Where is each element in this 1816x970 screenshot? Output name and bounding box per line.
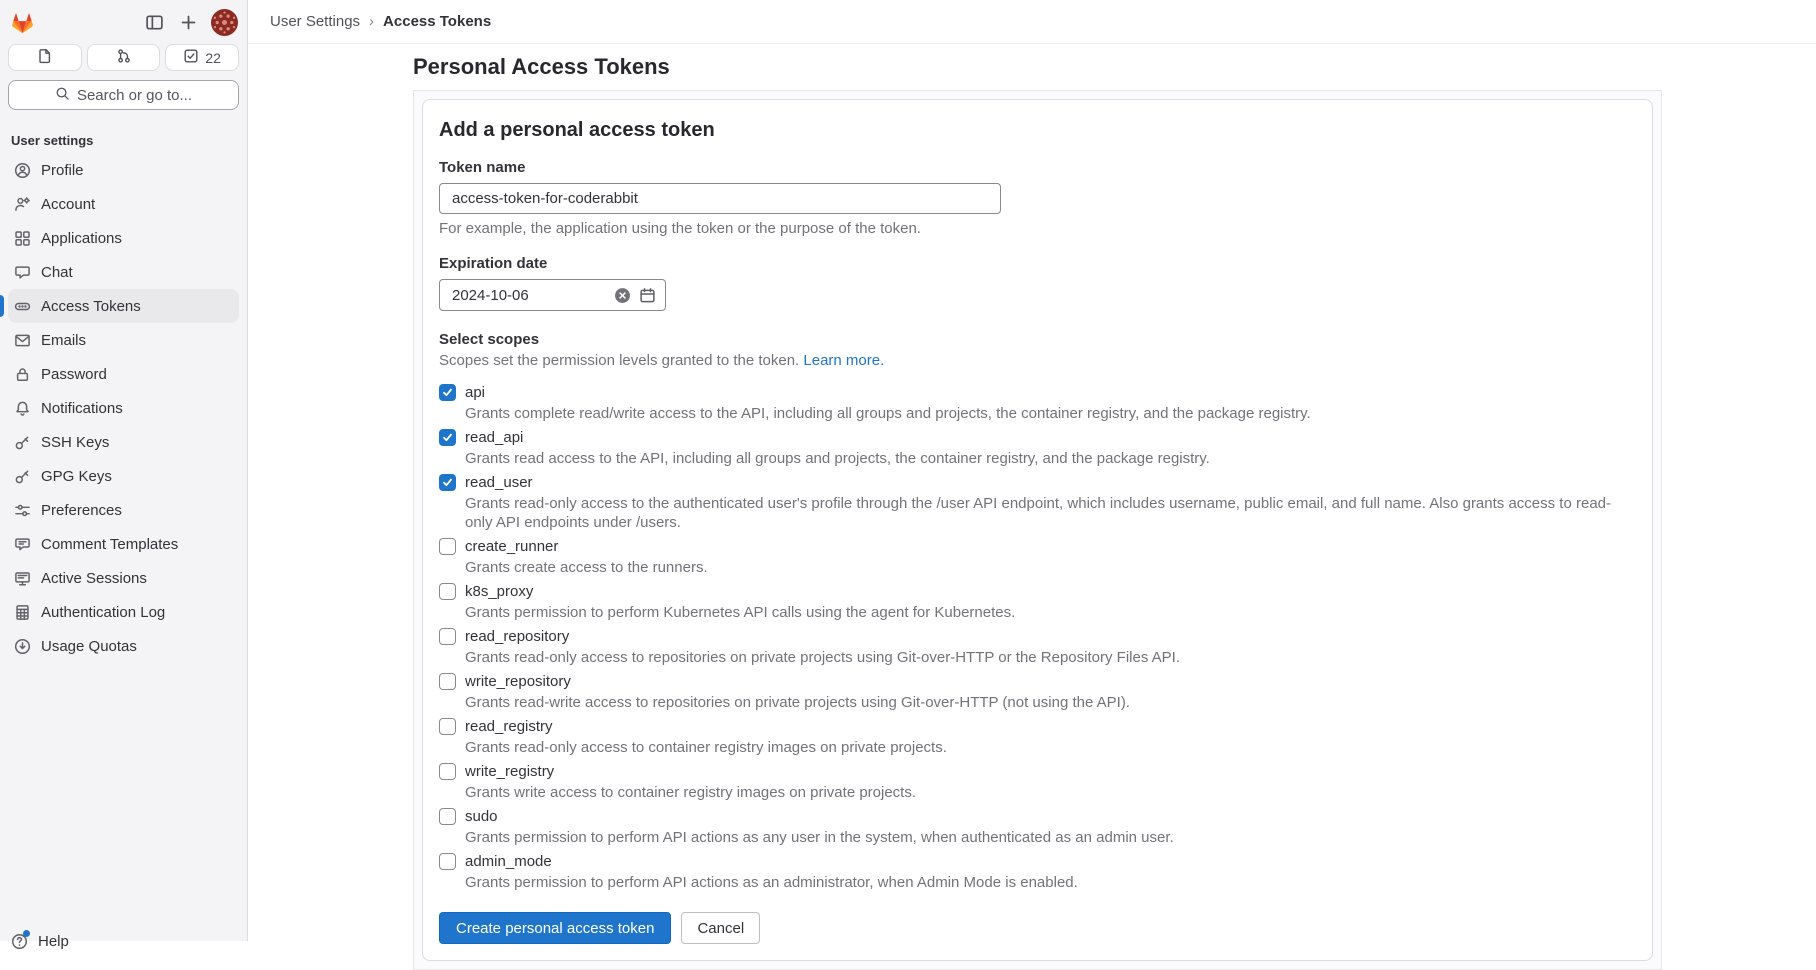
scope-item-api (439, 382, 1636, 423)
emails-icon (14, 332, 31, 349)
account-icon (14, 196, 31, 213)
sidebar-item-emails[interactable] (8, 323, 239, 357)
select-scopes-label: Select scopes (439, 331, 540, 348)
scope-checkbox-admin_mode[interactable] (439, 853, 456, 870)
sidebar-item-label: Active Sessions (41, 569, 147, 587)
sidebar-item-access-tokens[interactable] (8, 289, 239, 323)
sidebar-item-label: Authentication Log (41, 603, 166, 621)
sidebar-item-label: Chat (41, 263, 73, 281)
scope-description: Grants write access to container registry images on private projects. (465, 784, 917, 801)
scope-item-k8s_proxy (439, 581, 1636, 622)
help-label: Help (38, 933, 69, 950)
settings-section (413, 90, 1662, 970)
merge-requests-shortcut-button[interactable] (87, 44, 161, 71)
sidebar-item-label: Comment Templates (41, 535, 179, 553)
applications-icon (14, 230, 31, 247)
sidebar-item-preferences[interactable] (8, 493, 239, 527)
scope-description: Grants permission to perform API actions as an administrator, when Admin Mode is enabled. (465, 874, 1078, 891)
sidebar-item-label: Emails (41, 331, 87, 349)
authentication-log-icon (14, 604, 31, 621)
scope-checkbox-write_repository[interactable] (439, 673, 456, 690)
form-actions (439, 912, 1636, 944)
chevron-right-icon: › (369, 13, 375, 30)
preferences-icon (14, 502, 31, 519)
scope-checkbox-read_user[interactable] (439, 474, 456, 491)
merge-request-icon (116, 48, 132, 67)
scopes-list (439, 382, 1636, 892)
profile-icon (14, 162, 31, 179)
token-name-label: Token name (439, 159, 526, 176)
scope-item-sudo (439, 806, 1636, 847)
scope-name[interactable]: api (465, 384, 486, 401)
scope-description: Grants read access to the API, including all groups and projects, the container registry, and the package registry. (465, 450, 1210, 467)
sidebar-item-gpg-keys[interactable] (8, 459, 239, 493)
token-name-value: access-token-for-coderabbit (452, 190, 638, 207)
scopes-description-text: Scopes set the permission levels granted to the token. (439, 352, 800, 369)
sidebar-item-label: Preferences (41, 501, 122, 519)
ssh-keys-icon (14, 434, 31, 451)
scope-checkbox-read_repository[interactable] (439, 628, 456, 645)
sidebar-item-label: Usage Quotas (41, 637, 137, 655)
password-icon (14, 366, 31, 383)
sidebar-item-label: Account (41, 195, 96, 213)
scope-checkbox-k8s_proxy[interactable] (439, 583, 456, 600)
sidebar-item-password[interactable] (8, 357, 239, 391)
gitlab-logo-icon[interactable] (11, 12, 34, 34)
clear-date-icon[interactable] (614, 287, 631, 304)
breadcrumb (248, 0, 1816, 44)
sidebar-item-label: Password (41, 365, 107, 383)
scope-name[interactable]: read_user (465, 474, 533, 491)
scope-item-write_registry (439, 761, 1636, 802)
scope-name[interactable]: read_repository (465, 628, 570, 645)
scope-item-read_user (439, 472, 1636, 532)
scope-name[interactable]: read_api (465, 429, 524, 446)
learn-more-link[interactable]: Learn more. (803, 352, 885, 369)
sidebar-item-label: Notifications (41, 399, 123, 417)
breadcrumb-access-tokens: Access Tokens (383, 13, 492, 30)
scope-checkbox-read_registry[interactable] (439, 718, 456, 735)
issues-icon (37, 48, 53, 67)
sidebar-item-profile[interactable] (8, 153, 239, 187)
scope-checkbox-sudo[interactable] (439, 808, 456, 825)
scopes-description (439, 351, 1636, 371)
expiration-date-input[interactable] (439, 279, 666, 311)
avatar[interactable] (211, 9, 238, 36)
scope-description: Grants read-only access to container registry images on private projects. (465, 739, 947, 756)
comment-templates-icon (14, 536, 31, 553)
scope-description: Grants complete read/write access to the API, including all groups and projects, the container registry, and the package registry. (465, 405, 1311, 422)
scope-name[interactable]: read_registry (465, 718, 553, 735)
sidebar-item-ssh-keys[interactable] (8, 425, 239, 459)
scope-description: Grants create access to the runners. (465, 559, 708, 576)
search-input[interactable] (8, 80, 239, 110)
access-tokens-icon (14, 298, 31, 315)
sidebar-item-label: Applications (41, 229, 122, 247)
sidebar-item-chat[interactable] (8, 255, 239, 289)
scope-description: Grants permission to perform API actions as any user in the system, when authenticated as an admin user. (465, 829, 1174, 846)
sidebar-item-label: SSH Keys (41, 433, 110, 451)
sidebar-item-applications[interactable] (8, 221, 239, 255)
scope-item-read_repository (439, 626, 1636, 667)
page-title: Personal Access Tokens (413, 54, 670, 79)
expiration-date-value: 2024-10-06 (452, 286, 529, 304)
scope-item-admin_mode (439, 851, 1636, 892)
scope-name[interactable]: write_repository (465, 673, 571, 690)
usage-quotas-icon (14, 638, 31, 655)
scope-description: Grants permission to perform Kubernetes API calls using the agent for Kubernetes. (465, 604, 1016, 621)
scope-name[interactable]: k8s_proxy (465, 583, 534, 600)
token-name-input[interactable] (439, 183, 1001, 214)
active-sessions-icon (14, 570, 31, 587)
todos-icon (183, 48, 199, 67)
sidebar-item-help[interactable] (11, 933, 69, 950)
search-icon (55, 86, 70, 105)
scope-description: Grants read-only access to the authenticated user's profile through the /user API endpoint, which includes username, public email, and full name. Also grants access to read-only API endpoints under /users. (465, 495, 1611, 531)
expiration-date-label: Expiration date (439, 255, 548, 272)
sidebar-item-notifications[interactable] (8, 391, 239, 425)
sidebar-shortcuts (8, 44, 239, 71)
scope-item-create_runner (439, 536, 1636, 577)
chat-icon (14, 264, 31, 281)
sidebar (0, 0, 248, 950)
create-token-button[interactable]: Create personal access token (439, 912, 671, 944)
scope-item-read_api (439, 427, 1636, 468)
sidebar-nav (0, 153, 247, 663)
todos-shortcut-button[interactable] (165, 44, 239, 71)
scope-name[interactable]: admin_mode (465, 853, 552, 870)
cancel-button[interactable]: Cancel (681, 912, 760, 944)
scope-name[interactable]: write_registry (465, 763, 555, 780)
todo-count: 22 (205, 49, 221, 66)
sidebar-item-label: Profile (41, 161, 84, 179)
scope-item-read_registry (439, 716, 1636, 757)
help-icon (11, 933, 28, 950)
notifications-icon (14, 400, 31, 417)
scope-description: Grants read-only access to repositories on private projects using Git-over-HTTP or the Repository Files API. (465, 649, 1181, 666)
sidebar-item-usage-quotas[interactable] (8, 629, 239, 663)
scope-description: Grants read-write access to repositories on private projects using Git-over-HTTP (not using the API). (465, 694, 1130, 711)
breadcrumb-user-settings[interactable]: User Settings (270, 13, 361, 30)
gpg-keys-icon (14, 468, 31, 485)
calendar-icon[interactable] (639, 287, 656, 304)
scope-item-write_repository (439, 671, 1636, 712)
sidebar-item-comment-templates[interactable] (8, 527, 239, 561)
scope-name[interactable]: create_runner (465, 538, 559, 555)
sidebar-section-label: User settings (11, 133, 94, 148)
sidebar-item-active-sessions[interactable] (8, 561, 239, 595)
sidebar-item-label: GPG Keys (41, 467, 112, 485)
sidebar-toggle-icon[interactable] (143, 12, 165, 34)
scope-name[interactable]: sudo (465, 808, 498, 825)
search-placeholder: Search or go to... (76, 86, 193, 104)
scope-checkbox-create_runner[interactable] (439, 538, 456, 555)
token-name-help: For example, the application using the token or the purpose of the token. (439, 220, 921, 237)
main-area (248, 0, 1816, 941)
issues-shortcut-button[interactable] (8, 44, 82, 71)
add-token-card (422, 99, 1653, 961)
sidebar-item-label: Access Tokens (41, 297, 141, 315)
plus-icon[interactable] (177, 12, 199, 34)
sidebar-item-authentication-log[interactable] (8, 595, 239, 629)
scope-checkbox-write_registry[interactable] (439, 763, 456, 780)
scope-checkbox-api[interactable] (439, 384, 456, 401)
card-title: Add a personal access token (439, 119, 715, 141)
scope-checkbox-read_api[interactable] (439, 429, 456, 446)
sidebar-item-account[interactable] (8, 187, 239, 221)
